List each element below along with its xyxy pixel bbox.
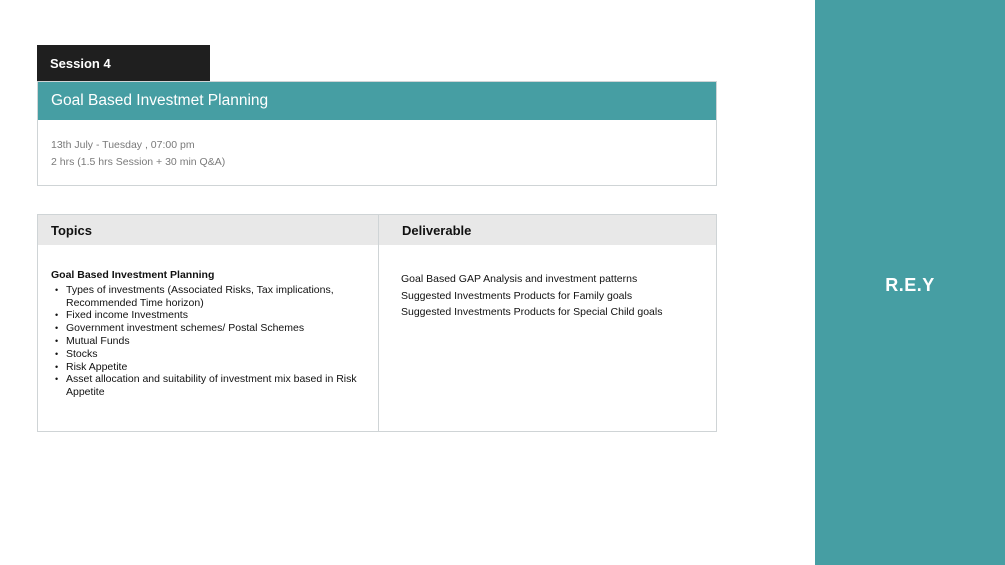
- deliverable-column: [379, 215, 716, 431]
- topic-item: • Fixed income Investments: [51, 309, 368, 322]
- deliverable-item: Goal Based GAP Analysis and investment patterns: [401, 273, 638, 285]
- deliverable-body: [379, 245, 716, 321]
- topics-body: [38, 245, 378, 399]
- session-duration: 2 hrs (1.5 hrs Session + 30 min Q&A): [51, 156, 226, 168]
- brand-logo-text: R.E.Y: [885, 275, 935, 295]
- topics-list: [51, 284, 368, 399]
- session-title: Goal Based Investmet Planning: [38, 82, 716, 120]
- side-panel: [815, 0, 1005, 565]
- topics-deliverables-table: [37, 214, 717, 432]
- topic-item: • Types of investments (Associated Risks, Tax implications, Recommended Time horizon): [51, 284, 368, 310]
- session-date: 13th July - Tuesday , 07:00 pm: [51, 139, 195, 151]
- deliverable-item: Suggested Investments Products for Special Child goals: [401, 306, 663, 319]
- topics-column: [38, 215, 379, 431]
- topic-item: • Stocks: [51, 348, 368, 361]
- session-meta: [38, 120, 716, 171]
- deliverable-item: Suggested Investments Products for Family goals: [401, 289, 633, 302]
- topic-item: • Mutual Funds: [51, 335, 368, 348]
- topic-item: • Asset allocation and suitability of investment mix based in Risk Appetite: [51, 373, 368, 399]
- topics-heading: Goal Based Investment Planning: [51, 269, 215, 281]
- topic-item: • Risk Appetite: [51, 361, 368, 374]
- session-label: Session 4: [37, 45, 210, 81]
- topics-header: Topics: [38, 215, 378, 245]
- topic-item: • Government investment schemes/ Postal Schemes: [51, 322, 368, 335]
- session-card: [37, 81, 717, 186]
- deliverable-header: Deliverable: [379, 215, 716, 245]
